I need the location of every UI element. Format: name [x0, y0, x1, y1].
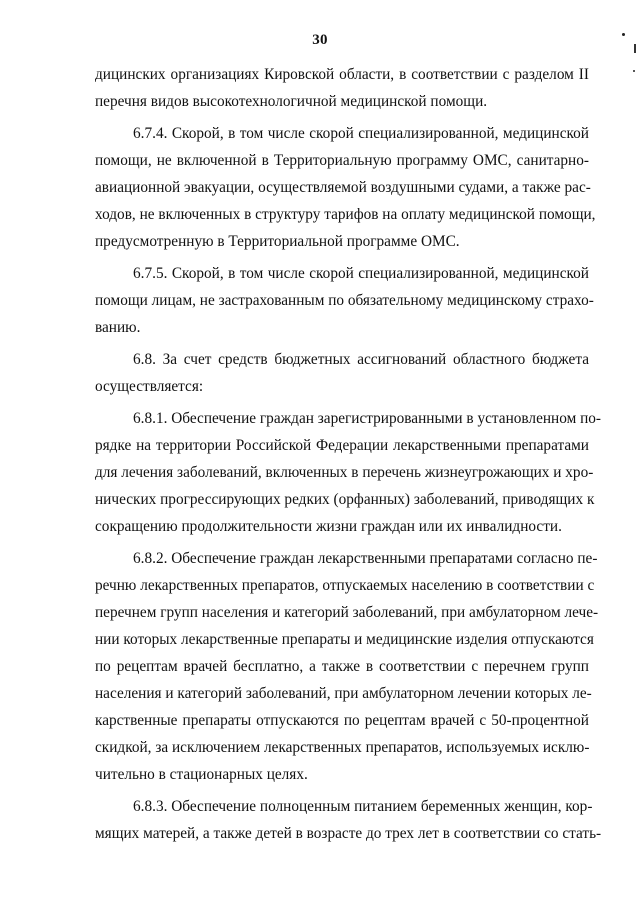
page-number: 30	[312, 32, 328, 48]
text-line: чительно в стационарных целях.	[95, 766, 308, 783]
text-line: осуществляется:	[95, 378, 204, 395]
paragraph	[95, 120, 596, 255]
text-line: речню лекарственных препаратов, отпускаемых населению в соответствии с	[95, 577, 595, 594]
text-line: карственные препараты отпускаются по рецептам врачей с 50-процентной	[95, 712, 589, 729]
paragraph	[95, 346, 589, 400]
text-line: мящих матерей, а также детей в возрасте до трех лет в соответствии со стать-	[95, 825, 602, 842]
paragraph	[95, 260, 594, 341]
text-line: 6.7.5. Скорой, в том числе скорой специализированной, медицинской	[133, 265, 589, 282]
text-line: скидкой, за исключением лекарственных препаратов, используемых исклю-	[95, 739, 590, 756]
text-line: дицинских организациях Кировской области, в соответствии с разделом II	[95, 66, 589, 83]
paragraph	[95, 545, 599, 788]
text-line: нии которых лекарственные препараты и медицинские изделия отпускаются	[95, 631, 594, 648]
scan-artifact-tick	[634, 44, 636, 53]
paragraph	[95, 793, 602, 847]
text-line: 6.8.2. Обеспечение граждан лекарственными препаратами согласно пе-	[133, 550, 598, 567]
text-line: перечнем групп населения и категорий заболеваний, при амбулаторном лече-	[95, 604, 599, 621]
text-line: 6.7.4. Скорой, в том числе скорой специализированной, медицинской	[133, 125, 589, 142]
text-line: перечня видов высокотехнологичной медицинской помощи.	[95, 93, 488, 110]
text-line: по рецептам врачей бесплатно, а также в соответствии с перечнем групп	[95, 658, 589, 675]
document-body	[95, 61, 602, 847]
text-line: помощи лицам, не застрахованным по обязательному медицинскому страхо-	[95, 292, 594, 309]
text-line: ванию.	[95, 319, 141, 336]
paragraph	[95, 61, 589, 115]
text-line: помощи, не включенной в Территориальную программу ОМС, санитарно-	[95, 152, 589, 169]
text-line: предусмотренную в Территориальной программе ОМС.	[95, 233, 460, 250]
text-line: населения и категорий заболеваний, при амбулаторном лечении которых ле-	[95, 685, 592, 702]
scan-artifact-dot	[622, 33, 625, 36]
text-line: для лечения заболеваний, включенных в перечень жизнеугрожающих и хро-	[95, 464, 594, 481]
scan-artifact-dot	[633, 70, 635, 72]
text-line: ходов, не включенных в структуру тарифов на оплату медицинской помощи,	[95, 206, 596, 223]
text-line: сокращению продолжительности жизни граждан или их инвалидности.	[95, 518, 562, 535]
text-line: 6.8. За счет средств бюджетных ассигнований областного бюджета	[133, 351, 589, 368]
text-line: нических прогрессирующих редких (орфанных) заболеваний, приводящих к	[95, 491, 595, 508]
paragraph	[95, 405, 602, 540]
text-line: авиационной эвакуации, осуществляемой воздушными судами, а также рас-	[95, 179, 591, 196]
text-line: рядке на территории Российской Федерации лекарственными препаратами	[95, 437, 589, 454]
text-line: 6.8.3. Обеспечение полноценным питанием беременных женщин, кор-	[133, 798, 593, 815]
text-line: 6.8.1. Обеспечение граждан зарегистрированными в установленном по-	[133, 410, 602, 427]
